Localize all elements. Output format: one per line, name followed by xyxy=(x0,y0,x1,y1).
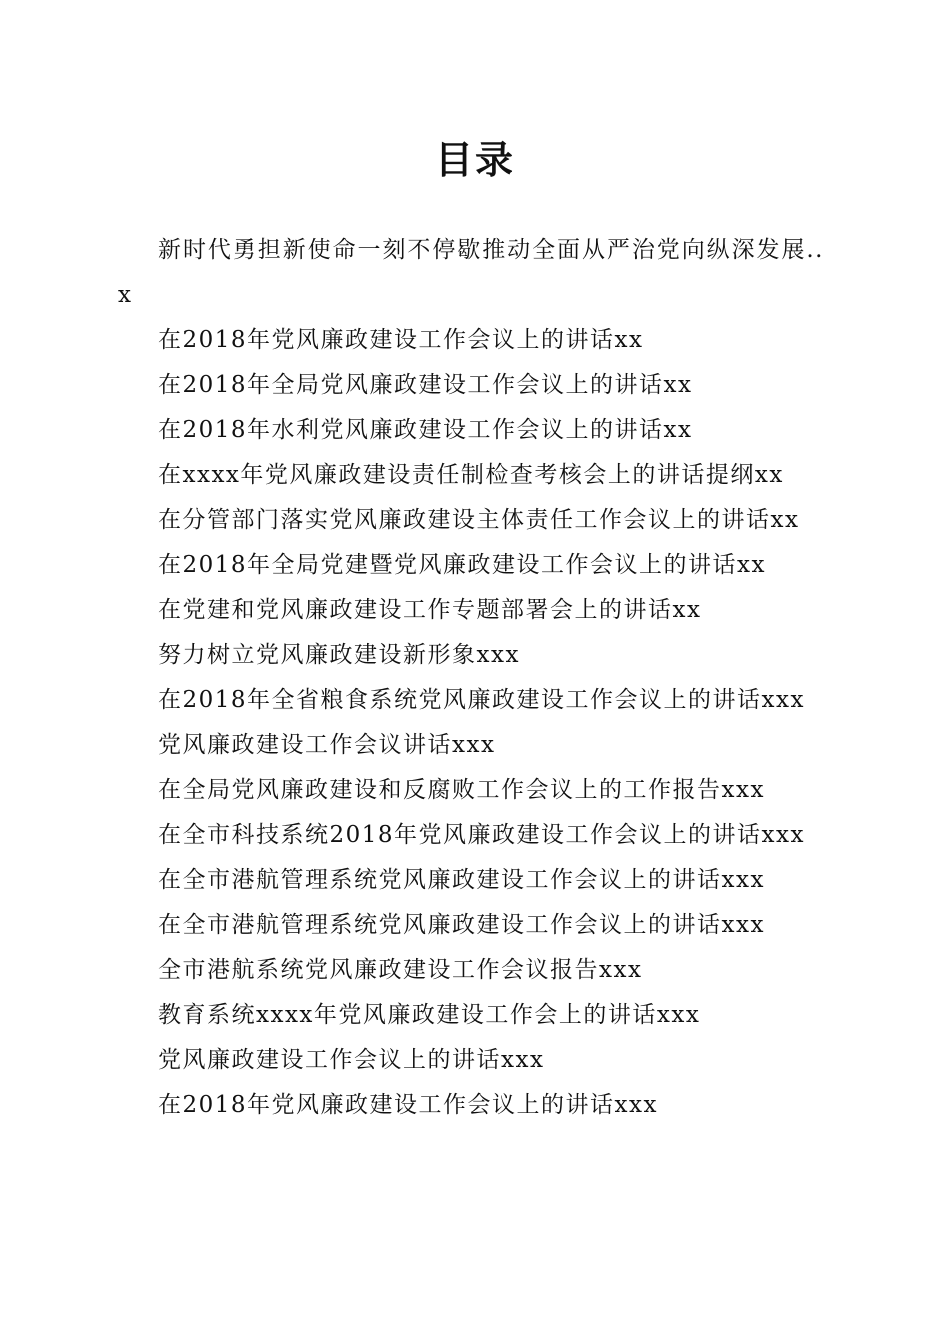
toc-item-4[interactable]: 在2018年水利党风廉政建设工作会议上的讲话xx xyxy=(158,417,693,443)
toc-item-10[interactable]: 在2018年全省粮食系统党风廉政建设工作会议上的讲话xxx xyxy=(158,687,805,713)
toc-item-12[interactable]: 在全局党风廉政建设和反腐败工作会议上的工作报告xxx xyxy=(158,777,765,803)
table-of-contents xyxy=(118,228,824,1128)
toc-item-13[interactable]: 在全市科技系统2018年党风廉政建设工作会议上的讲话xxx xyxy=(158,822,805,848)
toc-item-17[interactable]: 教育系统xxxx年党风廉政建设工作会上的讲话xxx xyxy=(158,1002,701,1028)
toc-item-6[interactable]: 在分管部门落实党风廉政建设主体责任工作会议上的讲话xx xyxy=(158,507,800,533)
toc-item-18[interactable]: 党风廉政建设工作会议上的讲话xxx xyxy=(158,1047,545,1073)
page-title: 目录 xyxy=(434,137,515,182)
toc-item-8[interactable]: 在党建和党风廉政建设工作专题部署会上的讲话xx xyxy=(158,597,702,623)
toc-item-15[interactable]: 在全市港航管理系统党风廉政建设工作会议上的讲话xxx xyxy=(158,912,765,938)
toc-item-14[interactable]: 在全市港航管理系统党风廉政建设工作会议上的讲话xxx xyxy=(158,867,765,893)
toc-item-3[interactable]: 在2018年全局党风廉政建设工作会议上的讲话xx xyxy=(158,372,693,398)
toc-item-9[interactable]: 努力树立党风廉政建设新形象xxx xyxy=(158,642,520,668)
toc-item-1[interactable]: 新时代勇担新使命一刻不停歇推动全面从严治党向纵深发展..x xyxy=(118,237,824,308)
toc-item-19[interactable]: 在2018年党风廉政建设工作会议上的讲话xxx xyxy=(158,1092,658,1118)
toc-item-16[interactable]: 全市港航系统党风廉政建设工作会议报告xxx xyxy=(158,957,643,983)
toc-item-11[interactable]: 党风廉政建设工作会议讲话xxx xyxy=(158,732,496,758)
toc-item-5[interactable]: 在xxxx年党风廉政建设责任制检查考核会上的讲话提纲xx xyxy=(158,462,784,488)
toc-item-7[interactable]: 在2018年全局党建暨党风廉政建设工作会议上的讲话xx xyxy=(158,552,766,578)
toc-item-2[interactable]: 在2018年党风廉政建设工作会议上的讲话xx xyxy=(158,327,644,353)
